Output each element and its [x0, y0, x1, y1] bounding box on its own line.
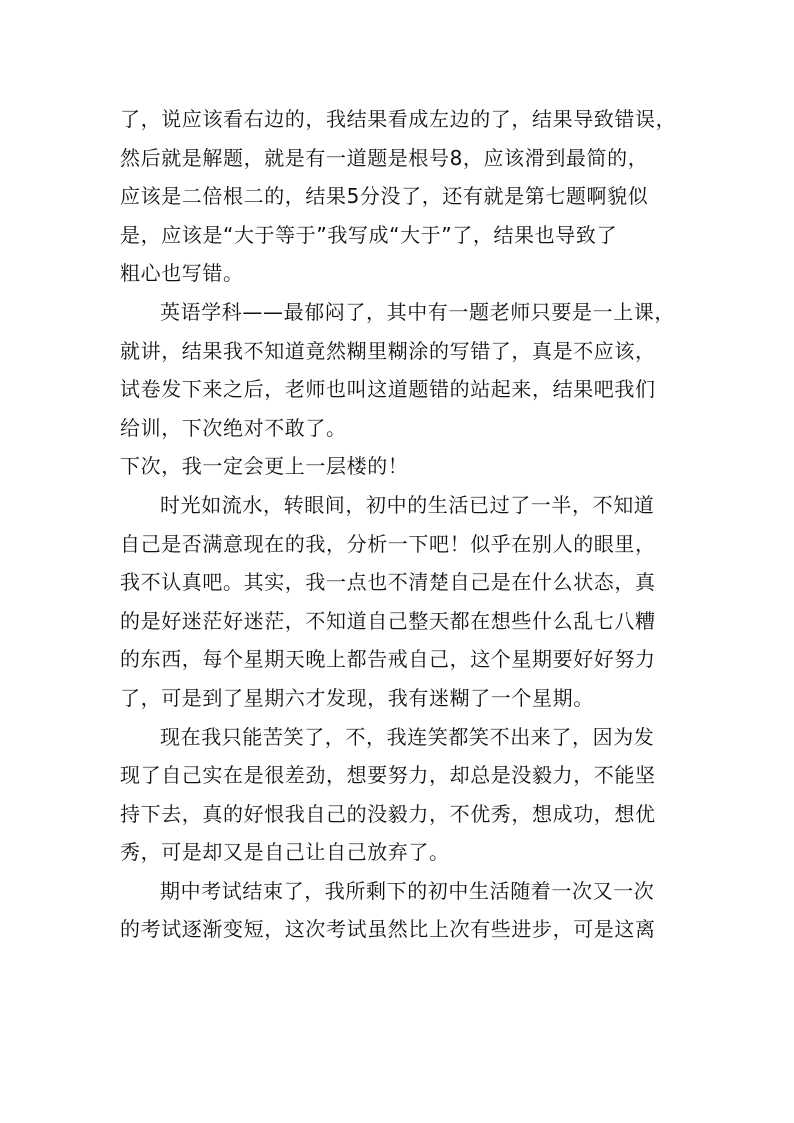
text-line: 秀，可是却又是自己让自己放弃了。: [120, 840, 450, 865]
text-line: 持下去，真的好恨我自己的没毅力，不优秀，想成功，想优: [120, 801, 656, 826]
text-line: 试卷发下来之后，老师也叫这道题错的站起来，结果吧我们: [120, 377, 656, 402]
text-line: 下次，我一定会更上一层楼的！: [120, 454, 409, 479]
text-line: 给训，下次绝对不敢了。: [120, 415, 347, 440]
text-line: 了，说应该看右边的，我结果看成左边的了，结果导致错误，: [120, 107, 677, 131]
text-line: 了，可是到了星期六才发现，我有迷糊了一个星期。: [120, 685, 594, 710]
document-body: [120, 100, 690, 949]
paragraph-start-line: 英语学科——最郁闷了，其中有一题老师只要是一上课，: [160, 299, 675, 324]
text-line: 是，应该是“大于等于”我写成“大于”了，结果也导致了: [120, 222, 618, 247]
text-line: 应该是二倍根二的，结果5分没了，还有就是第七题啊貌似: [120, 184, 649, 209]
text-line: 的考试逐渐变短，这次考试虽然比上次有些进步，可是这离: [120, 917, 656, 942]
text-line: 的是好迷茫好迷茫，不知道自己整天都在想些什么乱七八糟: [120, 608, 656, 633]
text-line: 自己是否满意现在的我，分析一下吧！似乎在别人的眼里，: [120, 531, 656, 556]
text-line: 就讲，结果我不知道竟然糊里糊涂的写错了，真是不应该，: [120, 338, 656, 363]
text-line: 的东西，每个星期天晚上都告戒自己，这个星期要好好努力: [120, 647, 656, 672]
text-line: 现了自己实在是很差劲，想要努力，却总是没毅力，不能坚: [120, 763, 656, 788]
paragraph-start-line: 时光如流水，转眼间，初中的生活已过了一半，不知道: [160, 492, 655, 517]
text-line: 粗心也写错。: [120, 261, 244, 286]
text-line: 然后就是解题，就是有一道题是根号8，应该滑到最简的，: [120, 145, 649, 170]
paragraph-start-line: 现在我只能苦笑了，不，我连笑都笑不出来了，因为发: [160, 724, 655, 749]
paragraph-start-line: 期中考试结束了，我所剩下的初中生活随着一次又一次: [160, 878, 655, 903]
text-line: 我不认真吧。其实，我一点也不清楚自己是在什么状态，真: [120, 570, 656, 595]
